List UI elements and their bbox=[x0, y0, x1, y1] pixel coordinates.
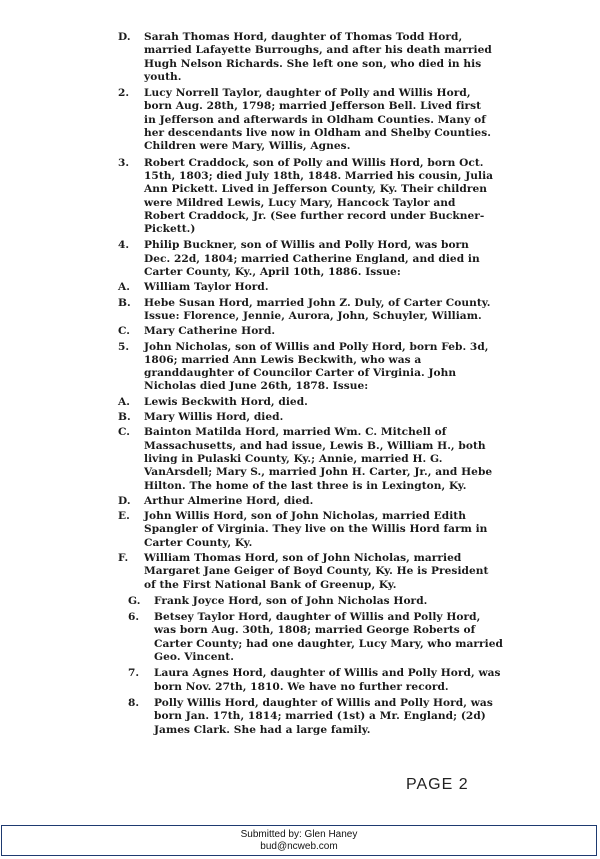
entry-text: Laura Agnes Hord, daughter of Willis and Polly Hord, was born Nov. 27th, 1810. We have no further record. bbox=[154, 667, 501, 693]
genealogy-entry bbox=[0, 667, 600, 694]
entry-key: 4. bbox=[118, 239, 130, 252]
entry-key: 7. bbox=[128, 667, 140, 680]
genealogy-entries bbox=[0, 28, 600, 737]
entry-text: Bainton Matilda Hord, married Wm. C. Mitchell of Massachusetts, and had issue, Lewis B., William H., both living in Pulaski County, Ky.; Annie, married H. G. VanArsdell; Mary S., married John H. Carter, Jr., and Hebe Hilton. The home of the last three is in Lexington, Ky. bbox=[144, 426, 493, 492]
entry-key: E. bbox=[118, 510, 130, 523]
genealogy-entry bbox=[0, 611, 600, 664]
genealogy-entry bbox=[0, 87, 600, 153]
genealogy-entry bbox=[0, 697, 600, 737]
submission-footer bbox=[1, 825, 597, 856]
submitted-by-text: Submitted by: Glen Haney bbox=[240, 829, 358, 840]
entry-text: Hebe Susan Hord, married John Z. Duly, of Carter County. Issue: Florence, Jennie, Aurora, John, Schuyler, William. bbox=[144, 296, 491, 322]
entry-text: Arthur Almerine Hord, died. bbox=[144, 494, 314, 507]
entry-key: A. bbox=[118, 281, 131, 294]
genealogy-entry bbox=[0, 510, 600, 550]
entry-key: G. bbox=[128, 594, 141, 607]
genealogy-entry bbox=[0, 325, 600, 338]
genealogy-entry bbox=[0, 341, 600, 394]
entry-text: Frank Joyce Hord, son of John Nicholas Hord. bbox=[154, 594, 428, 607]
genealogy-entry bbox=[0, 552, 600, 592]
entry-key: B. bbox=[118, 411, 131, 424]
entry-text: William Thomas Hord, son of John Nicholas, married Margaret Jane Geiger of Boyd County, Ky. He is President of the First National Bank of Greenup, Ky. bbox=[144, 551, 489, 591]
entry-text: Lewis Beckwith Hord, died. bbox=[144, 395, 308, 408]
entry-text: John Willis Hord, son of John Nicholas, married Edith Spangler of Virginia. They live on the Willis Hord farm in Carter County, Ky. bbox=[144, 510, 488, 549]
submitter-email: bud@ncweb.com bbox=[260, 841, 338, 852]
entry-key: 6. bbox=[128, 611, 140, 624]
genealogy-entry bbox=[0, 396, 600, 409]
genealogy-entry bbox=[0, 157, 600, 237]
genealogy-entry bbox=[0, 31, 600, 84]
entry-text: Polly Willis Hord, daughter of Willis and Polly Hord, was born Jan. 17th, 1814; married (1st) a Mr. England; (2d) James Clark. She had a large family. bbox=[154, 696, 493, 736]
entry-text: Sarah Thomas Hord, daughter of Thomas Todd Hord, married Lafayette Burroughs, and after his death married Hugh Nelson Richards. She left one son, who died in his youth. bbox=[144, 31, 492, 83]
genealogy-entry bbox=[0, 239, 600, 279]
entry-text: Mary Willis Hord, died. bbox=[144, 411, 284, 424]
entry-key: 3. bbox=[118, 156, 130, 169]
genealogy-entry bbox=[0, 297, 600, 324]
entry-key: A. bbox=[118, 395, 131, 408]
genealogy-entry bbox=[0, 426, 600, 492]
entry-key: D. bbox=[118, 494, 131, 507]
entry-text: Robert Craddock, son of Polly and Willis Hord, born Oct. 15th, 1803; died July 18th, 1848. Married his cousin, Julia Ann Pickett. Lived in Jefferson County, Ky. Their children were Mildred Lewis, Lucy Mary, Hancock Taylor and Robert Craddock, Jr. (See further record under Buckner-Pickett.) bbox=[144, 156, 494, 236]
genealogy-entry bbox=[0, 495, 600, 508]
genealogy-entry bbox=[0, 281, 600, 294]
entry-text: Mary Catherine Hord. bbox=[144, 325, 276, 338]
entry-key: C. bbox=[118, 325, 131, 338]
entry-text: Betsey Taylor Hord, daughter of Willis and Polly Hord, was born Aug. 30th, 1808; married George Roberts of Carter County; had one daughter, Lucy Mary, who married Geo. Vincent. bbox=[154, 611, 503, 664]
genealogy-entry bbox=[0, 595, 600, 608]
page-number: PAGE 2 bbox=[406, 776, 469, 793]
genealogy-entry bbox=[0, 411, 600, 424]
entry-key: 5. bbox=[118, 340, 130, 353]
entry-key: C. bbox=[118, 426, 131, 439]
entry-text: Lucy Norrell Taylor, daughter of Polly and Willis Hord, born Aug. 28th, 1798; married Jefferson Bell. Lived first in Jefferson and afterwards in Oldham Counties. Many of her descendants live now in Oldham and Shelby Counties. Children were Mary, Willis, Agnes. bbox=[144, 87, 491, 153]
entry-key: F. bbox=[118, 551, 129, 564]
entry-text: William Taylor Hord. bbox=[144, 281, 269, 294]
entry-key: D. bbox=[118, 31, 131, 43]
entry-key: 2. bbox=[118, 87, 130, 100]
entry-text: Philip Buckner, son of Willis and Polly Hord, was born Dec. 22d, 1804; married Catherine England, and died in Carter County, Ky., April 10th, 1886. Issue: bbox=[144, 239, 480, 279]
entry-key: 8. bbox=[128, 696, 140, 709]
entry-text: John Nicholas, son of Willis and Polly Hord, born Feb. 3d, 1806; married Ann Lewis Beckwith, who was a granddaughter of Councilor Carter of Virginia. John Nicholas died June 26th, 1878. Issue: bbox=[144, 340, 489, 393]
entry-key: B. bbox=[118, 296, 131, 309]
